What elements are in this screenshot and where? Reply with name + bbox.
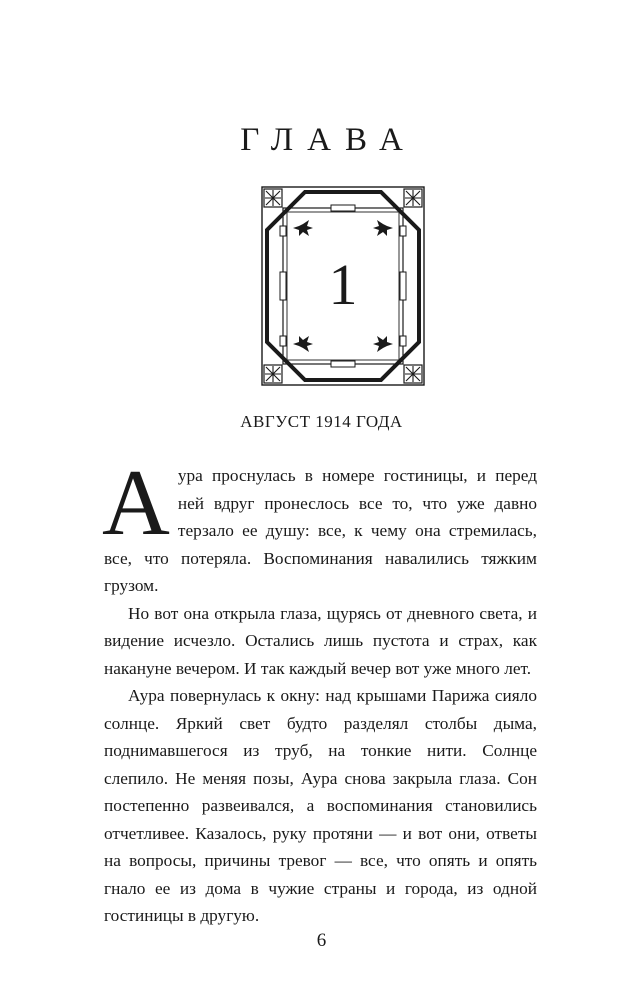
paragraph-1-text: ура проснулась в номере гостиницы, и перед ней вдруг пронеслось все то, что уже давно терзало ее душу: все, к чему она стремилась, все, что потеряла. Воспоминания навалились тяжким грузом. — [104, 466, 537, 595]
drop-cap-letter: А — [102, 451, 170, 555]
chapter-subtitle-date: АВГУСТ 1914 ГОДА — [240, 412, 403, 431]
chapter-number: 1 — [328, 252, 358, 317]
page-number: 6 — [316, 930, 327, 951]
paragraph-3: Аура повернулась к окну: над крышами Парижа сияло солнце. Яркий свет будто разделял столбы дыма, поднимавшегося из труб, на тонкие нити. Солнце слепило. Не меняя позы, Аура снова закрыла глаза. Сон постепенно развеивался, а воспоминания становились отчетливее. Казалось, руку протяни — и вот они, ответы на вопросы, причины тревог — все, что опять и опять гнало ее из дома в чужие страны и города, из одной гостиницы в другую. — [104, 686, 537, 925]
paragraph-1 — [102, 451, 537, 600]
paragraph-2: Но вот она открыла глаза, щурясь от дневного света, и видение исчезло. Остались лишь пустота и страх, как накануне вечером. И так каждый вечер вот уже много лет. — [104, 603, 537, 678]
chapter-body-text — [102, 451, 537, 930]
chapter-heading-word: ГЛАВА — [240, 122, 417, 158]
